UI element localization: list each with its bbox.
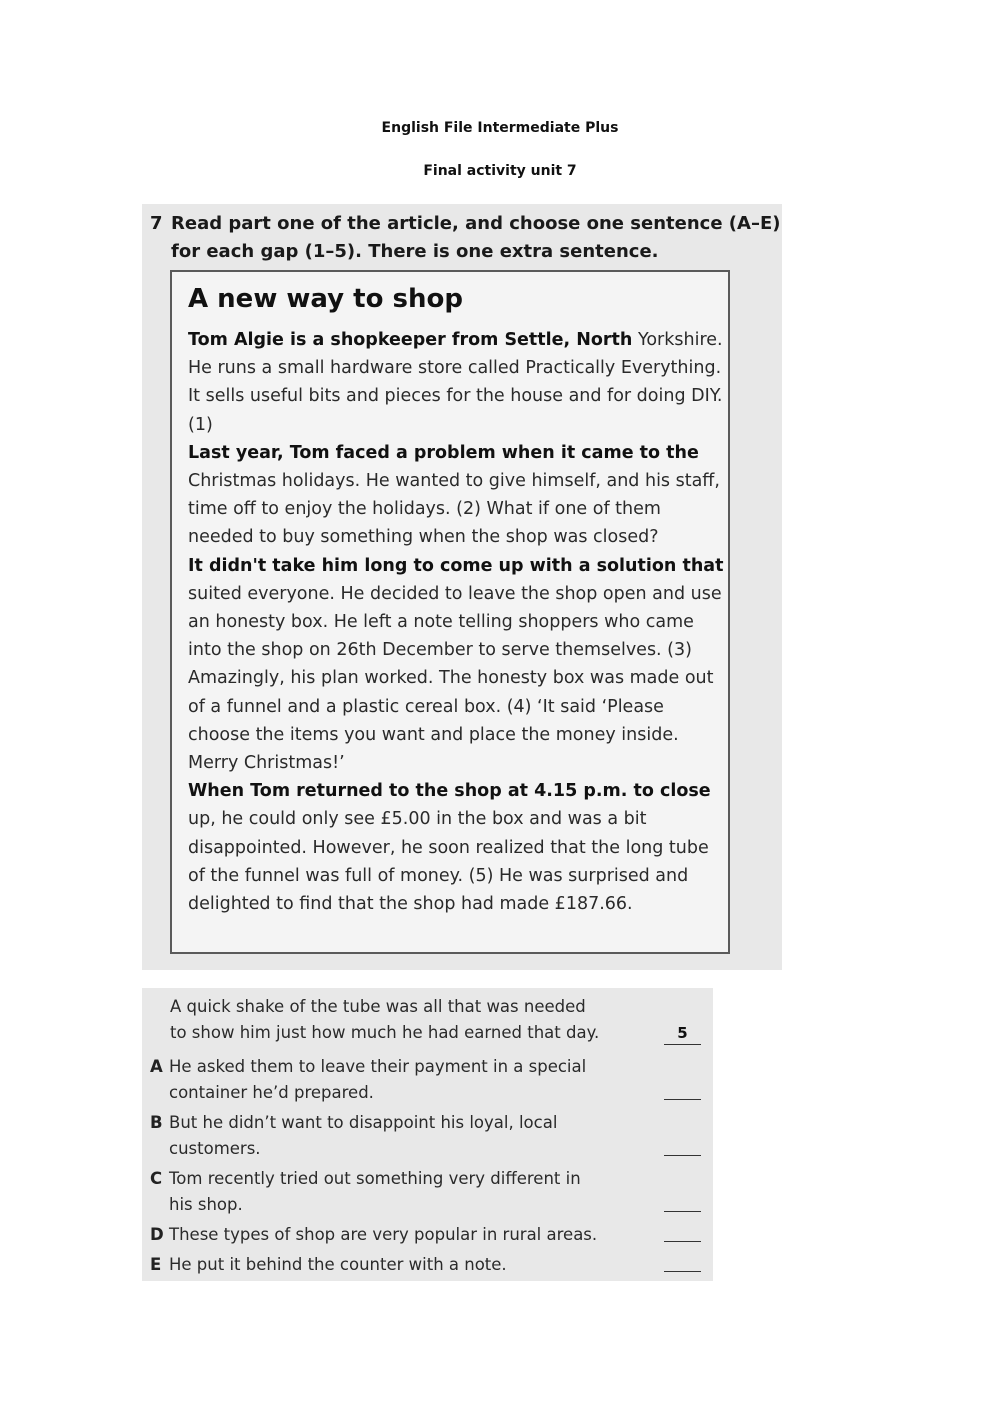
option-line: his shop. — [169, 1195, 243, 1214]
example-answer-blank: 5 — [664, 1022, 701, 1045]
instruction-line-1: Read part one of the article, and choose one sentence (A–E) — [171, 213, 781, 234]
option-letter: E — [150, 1255, 162, 1274]
option-line: to show him just how much he had earned that day. — [170, 1023, 600, 1042]
article-paragraph — [188, 439, 728, 552]
article-box — [170, 270, 730, 954]
option-line: He asked them to leave their payment in a special — [169, 1057, 587, 1076]
answer-blank-E[interactable] — [664, 1249, 701, 1272]
option-line: customers. — [169, 1139, 261, 1158]
sentence-options — [142, 988, 713, 1281]
paragraph-lead: When Tom returned to the shop at 4.15 p.m. to close — [188, 781, 711, 802]
paragraph-text: Christmas holidays. He wanted to give himself, and his staff, time off to enjoy the holidays. (2) What if one of them needed to buy something when the shop was closed? — [188, 471, 720, 548]
option-line: He put it behind the counter with a note. — [169, 1255, 507, 1274]
option-line: But he didn’t want to disappoint his loyal, local — [169, 1113, 558, 1132]
exercise-panel — [142, 204, 782, 970]
instruction-line-2: for each gap (1–5). There is one extra sentence. — [171, 241, 659, 262]
paragraph-text: suited everyone. He decided to leave the shop open and use an honesty box. He left a note telling shoppers who came into the shop on 26th December to serve themselves. (3) Amazingly, his plan worked. The honesty box was made out of a funnel and a plastic cereal box. (4) ‘It said ‘Please choose the items you want and place the money inside. Merry Christmas!’ — [188, 583, 722, 774]
option-line: container he’d prepared. — [169, 1083, 374, 1102]
answer-blank-D[interactable] — [664, 1219, 701, 1242]
answer-blank-C[interactable] — [664, 1189, 701, 1212]
document-subtitle: Final activity unit 7 — [423, 163, 577, 179]
task-number: 7 — [150, 213, 163, 234]
option-line: Tom recently tried out something very different in — [169, 1169, 581, 1188]
article-paragraph — [188, 552, 728, 778]
article-body — [188, 326, 728, 918]
article-paragraph — [188, 326, 728, 439]
option-letter: D — [150, 1225, 164, 1244]
paragraph-lead: It didn't take him long to come up with a solution that — [188, 555, 724, 576]
paragraph-lead: Last year, Tom faced a problem when it came to the — [188, 442, 699, 463]
answer-blank-A[interactable] — [664, 1077, 701, 1100]
option-letter: C — [150, 1169, 163, 1188]
article-paragraph — [188, 777, 728, 918]
option-letter: A — [150, 1057, 163, 1076]
option-line: A quick shake of the tube was all that was needed — [170, 997, 586, 1016]
option-letter: B — [150, 1113, 163, 1132]
paragraph-text: up, he could only see £5.00 in the box and was a bit disappointed. However, he soon realized that the long tube of the funnel was full of money. (5) He was surprised and delighted to find that the shop had made £187.66. — [188, 809, 709, 915]
document-title: English File Intermediate Plus — [381, 120, 619, 136]
option-line: These types of shop are very popular in rural areas. — [169, 1225, 598, 1244]
paragraph-lead: Tom Algie is a shopkeeper from Settle, North — [188, 330, 633, 350]
answer-blank-B[interactable] — [664, 1133, 701, 1156]
article-title: A new way to shop — [188, 284, 463, 314]
paragraph-text: Yorkshire. He runs a small hardware store called Practically Everything. It sells useful bits and pieces for the house and for doing DIY. (1) — [188, 330, 723, 435]
